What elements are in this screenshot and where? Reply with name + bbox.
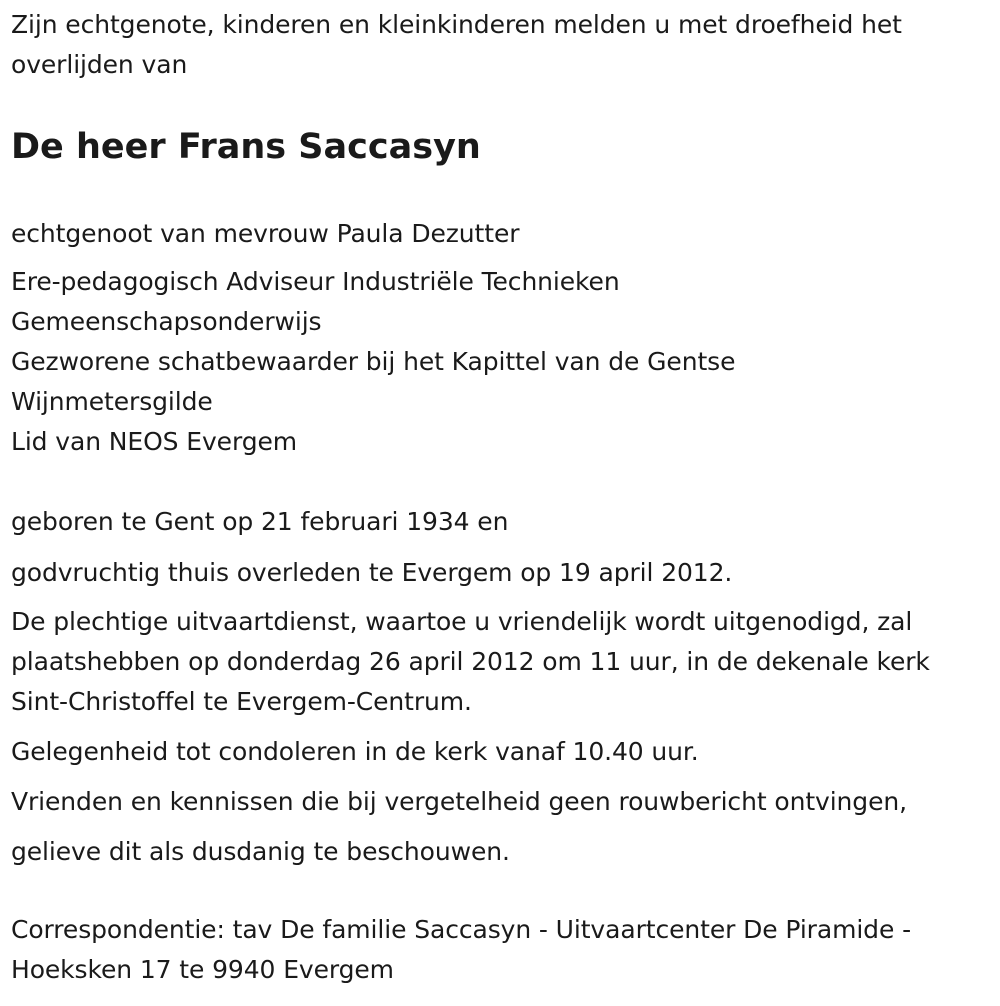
- service-line: De plechtige uitvaartdienst, waartoe u vriendelijk wordt uitgenodigd, zal: [11, 607, 913, 636]
- correspondence-address: [11, 910, 911, 990]
- role-line: Ere-pedagogisch Adviseur Industriële Technieken: [11, 267, 620, 296]
- intro-line: Zijn echtgenote, kinderen en kleinkinderen melden u met droefheid het: [11, 10, 902, 39]
- condolence-line: Gelegenheid tot condoleren in de kerk vanaf 10.40 uur.: [11, 737, 699, 766]
- correspondence-line: Hoeksken 17 te 9940 Evergem: [11, 955, 394, 984]
- role-line: Wijnmetersgilde: [11, 387, 213, 416]
- service-line: plaatshebben op donderdag 26 april 2012 om 11 uur, in de dekenale kerk: [11, 647, 930, 676]
- intro-paragraph: [11, 5, 902, 85]
- intro-line: overlijden van: [11, 50, 188, 79]
- spouse-line: echtgenoot van mevrouw Paula Dezutter: [11, 219, 520, 248]
- notice-line: Vrienden en kennissen die bij vergetelheid geen rouwbericht ontvingen,: [11, 787, 907, 816]
- birth-line: geboren te Gent op 21 februari 1934 en: [11, 507, 509, 536]
- notice-line: gelieve dit als dusdanig te beschouwen.: [11, 837, 510, 866]
- roles-list: [11, 262, 735, 462]
- death-line: godvruchtig thuis overleden te Evergem op 19 april 2012.: [11, 558, 733, 587]
- service-line: Sint-Christoffel te Evergem-Centrum.: [11, 687, 472, 716]
- role-line: Gemeenschapsonderwijs: [11, 307, 322, 336]
- funeral-service-paragraph: [11, 602, 930, 722]
- correspondence-line: Correspondentie: tav De familie Saccasyn - Uitvaartcenter De Piramide -: [11, 915, 911, 944]
- deceased-name-heading: De heer Frans Saccasyn: [11, 127, 481, 167]
- role-line: Lid van NEOS Evergem: [11, 427, 298, 456]
- role-line: Gezworene schatbewaarder bij het Kapittel van de Gentse: [11, 347, 736, 376]
